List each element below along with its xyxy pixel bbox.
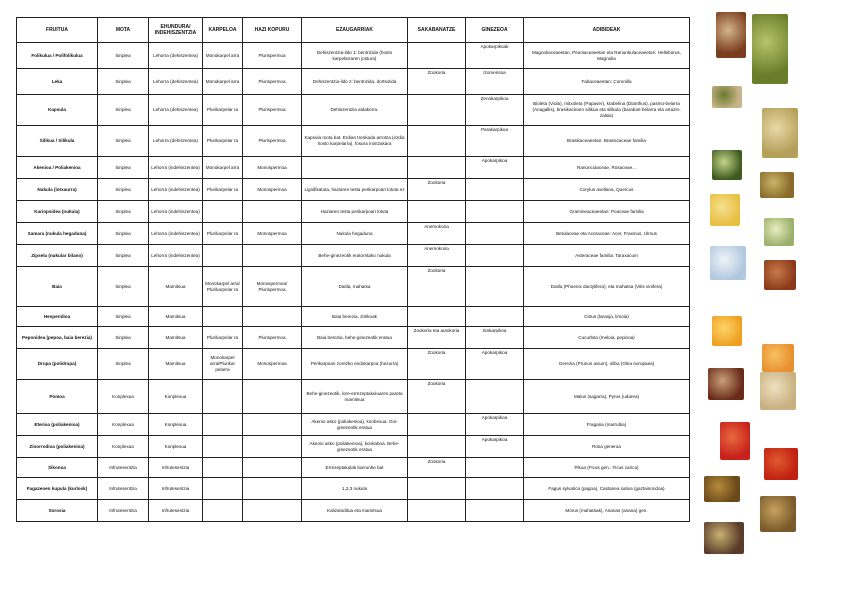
table-cell: Infrutesentzia (98, 478, 149, 500)
column-header: ADIBIDEAK (524, 18, 690, 43)
table-row (17, 458, 690, 478)
fruit-name-cell: Kariopsidea (nukula) (17, 201, 98, 223)
table-cell: Zookoria (408, 380, 466, 414)
pome-photo (760, 372, 796, 410)
legume-photo (752, 14, 788, 84)
table-cell (203, 500, 243, 522)
table-cell: Morus (mahatsak), Ananas (anana) gen. (524, 500, 690, 522)
table-cell: Behe-ginezeotik eratorritako nukula (302, 245, 408, 267)
strawberry-photo (720, 422, 750, 460)
table-cell: Sinplea (98, 201, 149, 223)
table-row (17, 380, 690, 414)
syconium-photo (704, 476, 740, 502)
table-cell (466, 458, 524, 478)
table-cell (408, 500, 466, 522)
fruit-name-cell: Hesperidioa (17, 307, 98, 327)
table-cell: Zookoria (408, 69, 466, 95)
table-cell: Malus (sagarra), Pyrus (udarea) (524, 380, 690, 414)
fruit-name-cell: Peponidea (pepoa, baia berezia) (17, 327, 98, 349)
pepo-photo (762, 344, 794, 372)
table-cell: Fabaceaeetan: Coronilla (524, 69, 690, 95)
table-cell (203, 414, 243, 436)
table-cell: Monospermoa (243, 179, 302, 201)
table-cell (466, 478, 524, 500)
table-cell: Anemokoria (408, 223, 466, 245)
table-row (17, 349, 690, 380)
achene-photo (712, 150, 742, 180)
table-cell: Dehiszentzia-ildo 1: bentrizida (hosto karpelarraren josturа) (302, 43, 408, 69)
table-cell: Konplexua (98, 380, 149, 414)
table-cell: Kapsula mota bat. Erdian trenkada arrotza (ezdia hosto karpelarra), fosura mintzakara (302, 126, 408, 157)
table-cell (466, 380, 524, 414)
table-cell: Dehiszentzia aldakorra. (302, 95, 408, 126)
fruit-name-cell: Zinorrodioa (poliakenioa) (17, 436, 98, 458)
table-cell: Mamitsua (149, 267, 203, 307)
table-cell (243, 245, 302, 267)
table-cell (243, 436, 302, 458)
berry-photo (764, 260, 796, 290)
table-cell: Lehorra (dehiszentea) (149, 69, 203, 95)
table-cell: Gerezia (Prunus avium), olibа (Olea europaea) (524, 349, 690, 380)
table-cell: Apokarpikoa (466, 157, 524, 179)
table-cell: Izomerisoa (466, 69, 524, 95)
table-row (17, 69, 690, 95)
table-cell (243, 500, 302, 522)
cypsela-photo (710, 246, 746, 280)
table-cell: Asteraceae familia: Taraxacum (524, 245, 690, 267)
table-cell: Plurikarpelar ra (203, 126, 243, 157)
table-cell: Lignifikatuta, haziaren testa perikarpoari lotuta ez (302, 179, 408, 201)
table-cell: Konplexua (149, 414, 203, 436)
table-cell: Plurikarpelar ra (203, 95, 243, 126)
column-header: SAKABANATZE (408, 18, 466, 43)
table-cell: Dehiszentzia-ildo 2: bentrizida, dortsizida (302, 69, 408, 95)
table-cell (408, 414, 466, 436)
table-cell: Bioleta (Viola), mitxoleta (Papaver), krabelina (Dianthus), pasmo-belarra (Anagallis), brasikaceoen silikua eta silikula (barabari-belarra eta artazin-zalsia) (524, 95, 690, 126)
table-cell: Mamitsua (149, 327, 203, 349)
table-cell: Apokarpikoak (466, 43, 524, 69)
table-cell: Sinplea (98, 179, 149, 201)
table-cell: Zookoria (408, 349, 466, 380)
fruit-name-cell: Samara (nukula hegaduna) (17, 223, 98, 245)
table-cell: Cucurbita (meloia, pepinoa) (524, 327, 690, 349)
table-cell: Lehorra (indehiszentea) (149, 245, 203, 267)
table-cell (243, 458, 302, 478)
table-cell: Monospermoa/ Plurispermoa (243, 267, 302, 307)
table-cell: Lehorra (dehiszentea) (149, 126, 203, 157)
table-row (17, 436, 690, 458)
table-cell: Sinplea (98, 43, 149, 69)
samara-photo (764, 218, 794, 246)
table-cell: Gramineaceaeetan: Poaceae familia (524, 201, 690, 223)
table-cell: Plurispermoa (243, 95, 302, 126)
table-cell (408, 95, 466, 126)
nut-photo (760, 172, 794, 198)
table-header-row (17, 18, 690, 43)
table-cell (203, 201, 243, 223)
cupule-photo (760, 496, 796, 532)
table-cell: Fagus sylvatica (pagoa), Castanea sativa (gaztainondoa) (524, 478, 690, 500)
column-header: HAZI KOPURU (243, 18, 302, 43)
fruit-name-cell: Silikua / Silikula (17, 126, 98, 157)
table-cell: Infrutesentzia (149, 478, 203, 500)
table-cell: Infrutesentzia (149, 458, 203, 478)
table-row (17, 95, 690, 126)
table-cell: Kalizaloditua eta mamitsua (302, 500, 408, 522)
table-cell: Anemokoria (408, 245, 466, 267)
table-cell: Plurispermoa (243, 327, 302, 349)
table-cell (243, 307, 302, 327)
fruit-name-cell: Nukula (intxaurra) (17, 179, 98, 201)
table-cell: Akenio asko (poliakenioa), konbexua. Goi-ginezeotik eratua (302, 414, 408, 436)
table-cell: Apokarpikoa (466, 349, 524, 380)
table-cell: Sinplea (98, 245, 149, 267)
fruit-name-cell: Eterioa (poliakenioa) (17, 414, 98, 436)
table-row (17, 478, 690, 500)
table-cell: Konplexua (149, 436, 203, 458)
table-cell: Sinplea (98, 349, 149, 380)
fruit-name-cell: Akenioa / Poliakenioa (17, 157, 98, 179)
table-cell: Monospermoa (243, 349, 302, 380)
table-row (17, 126, 690, 157)
table-cell: Plurikarpelar ra (203, 223, 243, 245)
table-cell (243, 414, 302, 436)
table-cell: Datila (Phoenix dactylifera), eta mahatsa (Vitis vinifera) (524, 267, 690, 307)
table-cell (408, 478, 466, 500)
table-cell: Lehorra (dehiszentea) (149, 95, 203, 126)
fruit-name-cell: Pomoa (17, 380, 98, 414)
table-cell (466, 245, 524, 267)
table-cell: Mamitsua (149, 307, 203, 327)
table-cell: Zookoria (408, 458, 466, 478)
table-cell (203, 307, 243, 327)
table-cell (203, 436, 243, 458)
table-cell: Konplexua (149, 380, 203, 414)
fruit-name-cell: Fagazeoen kupula (kurlosk) (17, 478, 98, 500)
column-header: EZAUGARRIAK (302, 18, 408, 43)
table-cell: Monokarpel arra (203, 69, 243, 95)
table-cell (203, 380, 243, 414)
caryopsis-photo (710, 194, 740, 226)
table-cell: 1,2,3 nukula (302, 478, 408, 500)
column-header: EHUNDURA/ INDEHISZENTZIA (149, 18, 203, 43)
table-cell (466, 307, 524, 327)
table-cell: Lehorra (dehiszentea) (149, 43, 203, 69)
table-cell: Sinplea (98, 126, 149, 157)
table-row (17, 157, 690, 179)
capsule-photo (712, 86, 742, 108)
table-cell: Akenio asko (poliakenioa), konkaboa. Behe-ginezeotik eratua (302, 436, 408, 458)
table-cell: Zookoria (408, 179, 466, 201)
table-row (17, 307, 690, 327)
table-cell: Zenokarpikoa (466, 95, 524, 126)
column-header: KARPELOA (203, 18, 243, 43)
column-header: MOTA (98, 18, 149, 43)
table-cell (408, 43, 466, 69)
fruit-name-cell: Kapsula (17, 95, 98, 126)
folicle-photo (716, 12, 746, 58)
table-cell: Plurispermoa (243, 43, 302, 69)
table-cell: Pikua (Ficus gen.: Ficus carica) (524, 458, 690, 478)
table-cell: Datila, mahatsa (302, 267, 408, 307)
table-cell: Plurispermoa (243, 69, 302, 95)
table-cell: Citrus (laranja, limoia) (524, 307, 690, 327)
fruit-name-cell: Leka (17, 69, 98, 95)
table-cell (203, 478, 243, 500)
table-cell (408, 201, 466, 223)
table-cell: Ranunculaceae, Rosaceae... (524, 157, 690, 179)
table-cell (243, 201, 302, 223)
table-cell (408, 436, 466, 458)
table-cell: Sinplea (98, 157, 149, 179)
table-cell: Brasikaceaeetan: Brassicaceae familia (524, 126, 690, 157)
table-cell (466, 223, 524, 245)
table-cell: Monokarpel arra (203, 157, 243, 179)
table-cell: Plurispermoa (243, 126, 302, 157)
table-cell (203, 245, 243, 267)
table-cell: Konplexua (98, 414, 149, 436)
fruit-name-cell: Drupa (polidrupa) (17, 349, 98, 380)
column-header: FRUITUA (17, 18, 98, 43)
table-cell: Monokarpel arra (203, 43, 243, 69)
table-cell: Sinplea (98, 327, 149, 349)
table-cell (466, 179, 524, 201)
table-cell: Plurikarpelar ra (203, 327, 243, 349)
fruit-table (16, 17, 690, 522)
table-cell: Parakarpikoa (466, 126, 524, 157)
table-cell (466, 500, 524, 522)
table-cell: Behe-ginezeotik, lore-errezeptakuluaren pareta mamitsua (302, 380, 408, 414)
table-cell: Sinplea (98, 223, 149, 245)
table-cell: Infrutesentzia (98, 500, 149, 522)
column-header: GINEZEOA (466, 18, 524, 43)
table-cell (408, 307, 466, 327)
table-cell: Sinplea (98, 267, 149, 307)
sorosis-photo (704, 522, 744, 554)
table-cell: Infrutesentzia (98, 458, 149, 478)
table-cell: Infrutesentzia (149, 500, 203, 522)
table-row (17, 414, 690, 436)
table-cell: Baia berezia, zitrikoak (302, 307, 408, 327)
table-cell: Sinplea (98, 307, 149, 327)
hesperidium-photo (712, 316, 742, 346)
table-row (17, 267, 690, 307)
fruit-name-cell: Folikulua / Polifolikulua (17, 43, 98, 69)
table-cell: Lehorra (indehiszentea) (149, 157, 203, 179)
table-cell: Plurikarpelar ra (203, 179, 243, 201)
table-row (17, 245, 690, 267)
table-row (17, 223, 690, 245)
table-cell: Monospermoa (243, 157, 302, 179)
table-cell (302, 157, 408, 179)
table-cell (466, 201, 524, 223)
table-row (17, 179, 690, 201)
table-cell: Sinkarpikoa (466, 327, 524, 349)
table-cell: Zookoria eta autokoria (408, 327, 466, 349)
table-cell: Perikarpoan zurezko endokarpoa (hezurra) (302, 349, 408, 380)
table-cell: Lehorra (indehiszentea) (149, 223, 203, 245)
table-cell (243, 380, 302, 414)
table-cell: Betulaceae eta Aceraceae: Acer, Fraxinus, Ulmus (524, 223, 690, 245)
table-cell (408, 157, 466, 179)
silique-photo (762, 108, 798, 158)
table-cell: Monospermoa (243, 223, 302, 245)
table-cell: Lehorra (indehiszentea) (149, 179, 203, 201)
table-cell: Sinplea (98, 69, 149, 95)
table-cell: Magnoliaceaeetan, Peoniaceaeetan eta Ranunkulaceaeetan: Helleborus, Magnolia (524, 43, 690, 69)
table-cell (408, 126, 466, 157)
table-cell: Monokarpel arra/ Plurikarpelar ra (203, 267, 243, 307)
fruit-name-cell: Sorosia (17, 500, 98, 522)
table-cell: Monokarpel arra/Plurikar pelarra (203, 349, 243, 380)
table-cell: Haziaren testa perikarpoari lotuta (302, 201, 408, 223)
table-cell: Nukula hegaduna (302, 223, 408, 245)
table-row (17, 201, 690, 223)
drupe-photo (708, 368, 744, 400)
table-row (17, 327, 690, 349)
table-cell: Sinplea (98, 95, 149, 126)
rosehip-photo (764, 448, 798, 480)
table-cell: Rosa generoa (524, 436, 690, 458)
table-cell: Corylus avellana, Quercus (524, 179, 690, 201)
table-row (17, 500, 690, 522)
table-cell: Mamitsua (149, 349, 203, 380)
fruit-name-cell: Sikonoa (17, 458, 98, 478)
fruit-name-cell: Baia (17, 267, 98, 307)
table-cell: Zookoria (408, 267, 466, 307)
table-cell: Lehorra (indehiszentea) (149, 201, 203, 223)
table-cell (243, 478, 302, 500)
table-cell (466, 267, 524, 307)
table-cell (203, 458, 243, 478)
fruit-name-cell: Zipsela (nukular bilano) (17, 245, 98, 267)
table-cell: Errezeptakulak barrunbe bat (302, 458, 408, 478)
table-cell: Baia berezia, behe-ginezeotik eratua (302, 327, 408, 349)
table-cell: Apokarpikoa (466, 414, 524, 436)
table-cell: Fragaria (marrubia) (524, 414, 690, 436)
table-cell: Apokarpikoa (466, 436, 524, 458)
table-row (17, 43, 690, 69)
table-cell: Konplexua (98, 436, 149, 458)
